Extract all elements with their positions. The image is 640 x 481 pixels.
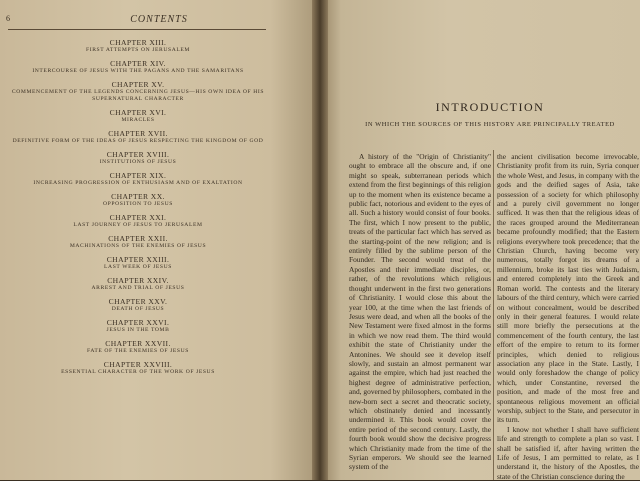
chapter-number: CHAPTER XXVIII. (103, 360, 173, 369)
chapter-title: DEATH OF JESUS (111, 306, 165, 312)
book-gutter (312, 0, 328, 480)
chapter-title: ARREST AND TRIAL OF JESUS (91, 285, 185, 291)
toc-entry (10, 276, 266, 292)
column-divider (493, 150, 494, 480)
page-number: 6 (6, 14, 10, 23)
toc-entry (10, 318, 266, 334)
introduction-subtitle: IN WHICH THE SOURCES OF THIS HISTORY ARE PRINCIPALLY TREATED (365, 121, 615, 128)
toc-entry (10, 38, 266, 54)
chapter-number: CHAPTER XVII. (108, 129, 168, 138)
toc-entry (10, 339, 266, 355)
chapter-title: INSTITUTIONS OF JESUS (99, 159, 177, 165)
introduction-title: INTRODUCTION (435, 100, 545, 114)
chapter-number: CHAPTER XX. (111, 192, 165, 201)
chapter-title: LAST WEEK OF JESUS (104, 264, 172, 270)
chapter-number: CHAPTER XXIII. (106, 255, 170, 264)
paragraph: A history of the "Origin of Christianity" ought to embrace all the obscure and, if one might so speak, subterranean periods which extend from the first beginnings of this religion up to the moment when its existence became a public fact, notorious and evident to the eyes of all. Such a history would consist of four books. The first, which I now present to the public, treats of the particular fact which has served as the starting-point of the new religion; and is entirely filled by the sublime person of the Founder. The second would treat of the Apostles and their immediate disciples, or, rather, of the revolutions which religious thought underwent in the first two generations of Christianity. I would close this about the year 100, at the time when the last friends of Jesus were dead, and when all the books of the New Testament were fixed almost in the forms in which we now read them. The third would exhibit the state of Christianity under the Antonines. We should see it develop itself slowly, and sustain an almost permanent war against the empire, which had just reached the highest degree of administrative perfection, and, governed by philosophers, combated in the new-born sect a secret and theocratic society, which obstinately denied and incessantly undermined it. This book would cover the entire period of the second century. Lastly, the fourth book would show the decisive progress which Christianity made from the time of the Syrian emperors. We should see the learned system of the (349, 152, 491, 472)
chapter-number: CHAPTER XXI. (109, 213, 167, 222)
chapter-title: FATE OF THE ENEMIES OF JESUS (87, 348, 189, 354)
chapter-number: CHAPTER XXVII. (105, 339, 171, 348)
chapter-title: INCREASING PROGRESSION OF ENTHUSIASM AND OF EXALTATION (33, 180, 243, 186)
chapter-title: COMMENCEMENT OF THE LEGENDS CONCERNING JESUS—HIS OWN IDEA OF HIS SUPERNATURAL CHARACTER (11, 89, 265, 102)
toc-entry (10, 255, 266, 271)
toc-entry (10, 360, 266, 376)
text-column-left (349, 152, 491, 472)
chapter-title: FIRST ATTEMPTS ON JERUSALEM (86, 47, 190, 53)
left-page (0, 0, 318, 480)
chapter-number: CHAPTER XVI. (109, 108, 167, 117)
toc-entry (10, 108, 266, 124)
chapter-title: INTERCOURSE OF JESUS WITH THE PAGANS AND THE SAMARITANS (32, 68, 244, 74)
chapter-number: CHAPTER XXIV. (107, 276, 169, 285)
table-of-contents (10, 38, 266, 381)
chapter-title: JESUS IN THE TOMB (106, 327, 170, 333)
chapter-title: OPPOSITION TO JESUS (103, 201, 173, 207)
chapter-title: LAST JOURNEY OF JESUS TO JERUSALEM (73, 222, 203, 228)
chapter-number: CHAPTER XIX. (109, 171, 167, 180)
paragraph: I know not whether I shall have sufficient life and strength to complete a plan so vast. I shall be satisfied if, after having written the Life of Jesus, I am permitted to relate, as I understand it, the history of the Apostles, the state of the Christian conscience during the (497, 424, 639, 481)
chapter-title: DEFINITIVE FORM OF THE IDEAS OF JESUS RESPECTING THE KINGDOM OF GOD (12, 138, 264, 144)
toc-entry (10, 80, 266, 103)
chapter-title: MIRACLES (121, 117, 155, 123)
chapter-number: CHAPTER XIV. (110, 59, 166, 68)
running-head: CONTENTS (130, 14, 188, 25)
toc-entry (10, 150, 266, 166)
toc-entry (10, 234, 266, 250)
chapter-number: CHAPTER XVIII. (106, 150, 170, 159)
toc-entry (10, 171, 266, 187)
toc-entry (10, 297, 266, 313)
toc-entry (10, 59, 266, 75)
text-column-right (497, 152, 639, 481)
toc-entry (10, 192, 266, 208)
chapter-title: MACHINATIONS OF THE ENEMIES OF JESUS (69, 243, 207, 249)
header-rule (8, 29, 266, 30)
toc-entry (10, 213, 266, 229)
chapter-title: ESSENTIAL CHARACTER OF THE WORK OF JESUS (61, 369, 215, 375)
chapter-number: CHAPTER XXV. (108, 297, 168, 306)
toc-entry (10, 129, 266, 145)
chapter-number: CHAPTER XV. (111, 80, 165, 89)
chapter-number: CHAPTER XXVI. (106, 318, 170, 327)
chapter-number: CHAPTER XXII. (108, 234, 168, 243)
paragraph: the ancient civilisation become irrevocable, Christianity profit from its ruin, Syria conquer the whole West, and Jesus, in company with the gods and the deified sages of Asia, take possession of a society for which philosophy and a purely civil government no longer sufficed. It was then that the religious ideas of the races grouped around the Mediterranean became profoundly modified; that the Eastern religions everywhere took precedence; that the Christian Church, having become very numerous, totally forgot its dreams of a millennium, broke its last ties with Judaism, and entered completely into the Greek and Roman world. The contests and the literary labours of the third century, which were carried on without concealment, would be described only in their general features. I would relate still more briefly the persecutions at the commencement of the fourth century, the last effort of the empire to return to its former principles, which denied to religious association any place in the State. Lastly, I would only foreshadow the change of policy which, under Constantine, reversed the position, and made of the most free and spontaneous religious movement an official worship, subject to the State, and persecutor in its turn. (497, 152, 639, 425)
chapter-number: CHAPTER XIII. (109, 38, 167, 47)
